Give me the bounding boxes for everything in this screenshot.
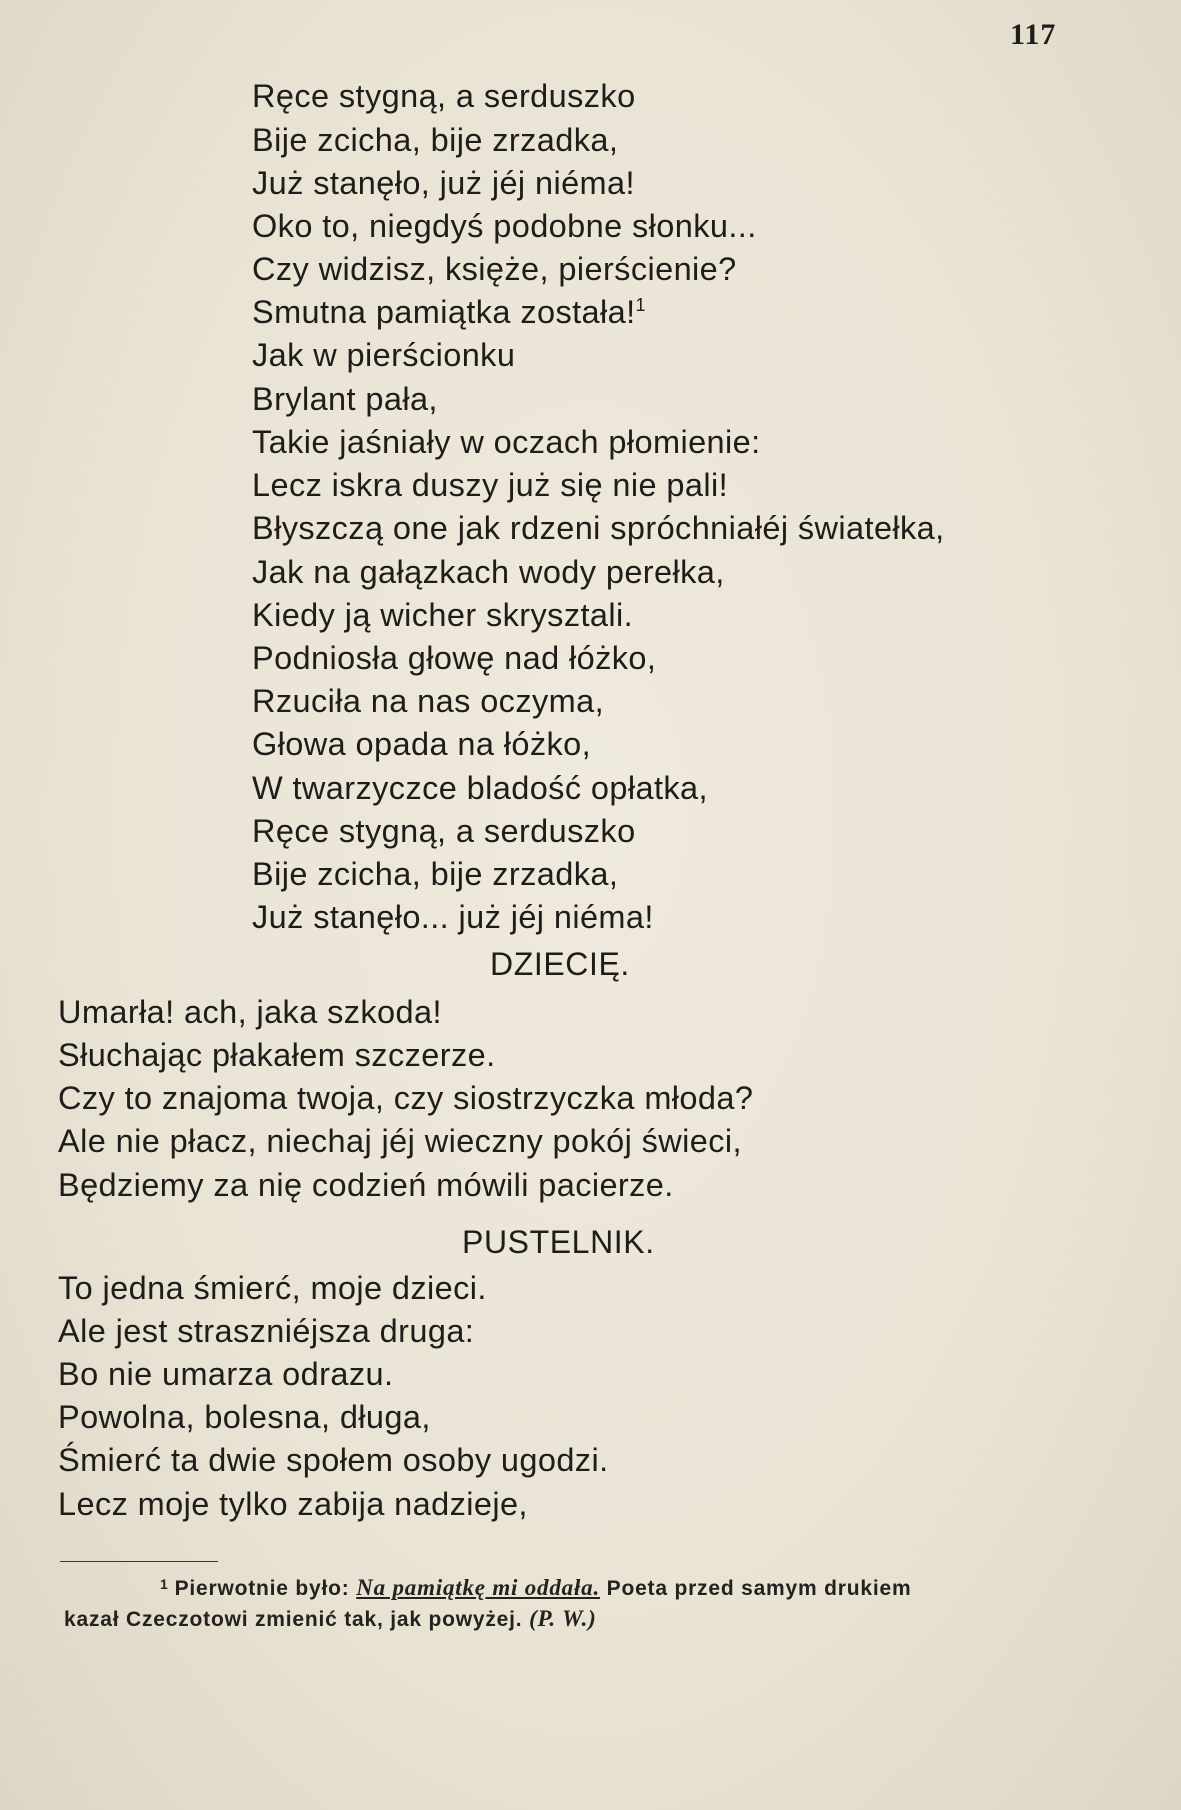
verse-line: Powolna, bolesna, długa, [58, 1399, 431, 1435]
verse-text: Smutna pamiątka została! [252, 294, 636, 330]
verse-line: Kiedy ją wicher skrysztali. [252, 597, 634, 633]
speaker-heading: DZIECIĘ. [490, 946, 630, 982]
verse-line: Podniosła głowę nad łóżko, [252, 640, 657, 676]
verse-line: Bo nie umarza odrazu. [58, 1356, 394, 1392]
verse-line: Głowa opada na łóżko, [252, 726, 592, 762]
footnote-text: kazał Czeczotowi zmienić tak, jak powyżej. [64, 1608, 523, 1631]
footnote-line-1 [160, 1576, 911, 1599]
footnote-reference: 1 [635, 295, 646, 315]
footnote-attribution: (P. W.) [529, 1606, 597, 1631]
verse-line: Błyszczą one jak rdzeni spróchniałéj światełka, [252, 510, 945, 546]
footnote-text: Pierwotnie było: [174, 1577, 350, 1600]
footnote-text: Poeta przed samym drukiem [606, 1577, 912, 1600]
verse-line: Już stanęło, już jéj niéma! [252, 165, 635, 201]
verse-line: Rzuciła na nas oczyma, [252, 683, 605, 719]
footnote-line-2 [64, 1607, 597, 1630]
verse-line: Jak na gałązkach wody perełka, [252, 554, 725, 590]
page-number: 117 [1010, 18, 1057, 51]
verse-line: Bije zcicha, bije zrzadka, [252, 122, 619, 158]
verse-line: W twarzyczce bladość opłatka, [252, 770, 708, 806]
verse-line: Ręce stygną, a serduszko [252, 813, 636, 849]
speaker-heading: PUSTELNIK. [462, 1224, 655, 1260]
verse-line: Będziemy za nię codzień mówili pacierze. [58, 1167, 674, 1203]
footnote-separator [60, 1561, 218, 1562]
verse-line: Ale jest straszniéjsza druga: [58, 1313, 475, 1349]
verse-line: Czy widzisz, księże, pierścienie? [252, 251, 737, 287]
verse-line: Umarła! ach, jaka szkoda! [58, 994, 442, 1030]
verse-line: Brylant pała, [252, 381, 438, 417]
verse-line: Czy to znajoma twoja, czy siostrzyczka młoda? [58, 1080, 754, 1116]
verse-line: Oko to, niegdyś podobne słonku... [252, 208, 757, 244]
verse-line: Już stanęło... już jéj niéma! [252, 899, 654, 935]
verse-line: Bije zcicha, bije zrzadka, [252, 856, 619, 892]
verse-line: Słuchając płakałem szczerze. [58, 1037, 496, 1073]
verse-line: To jedna śmierć, moje dzieci. [58, 1270, 487, 1306]
verse-line: Śmierć ta dwie społem osoby ugodzi. [58, 1442, 609, 1478]
verse-line: Ręce stygną, a serduszko [252, 78, 636, 114]
verse-line-with-footnote [252, 296, 646, 329]
footnote-quote: Na pamiątkę mi oddała. [356, 1575, 600, 1600]
verse-line: Jak w pierścionku [252, 337, 516, 373]
footnote-mark: 1 [160, 1576, 169, 1592]
verse-line: Lecz iskra duszy już się nie pali! [252, 467, 729, 503]
verse-line: Lecz moje tylko zabija nadzieje, [58, 1486, 528, 1522]
verse-line: Takie jaśniały w oczach płomienie: [252, 424, 761, 460]
verse-line: Ale nie płacz, niechaj jéj wieczny pokój świeci, [58, 1123, 742, 1159]
